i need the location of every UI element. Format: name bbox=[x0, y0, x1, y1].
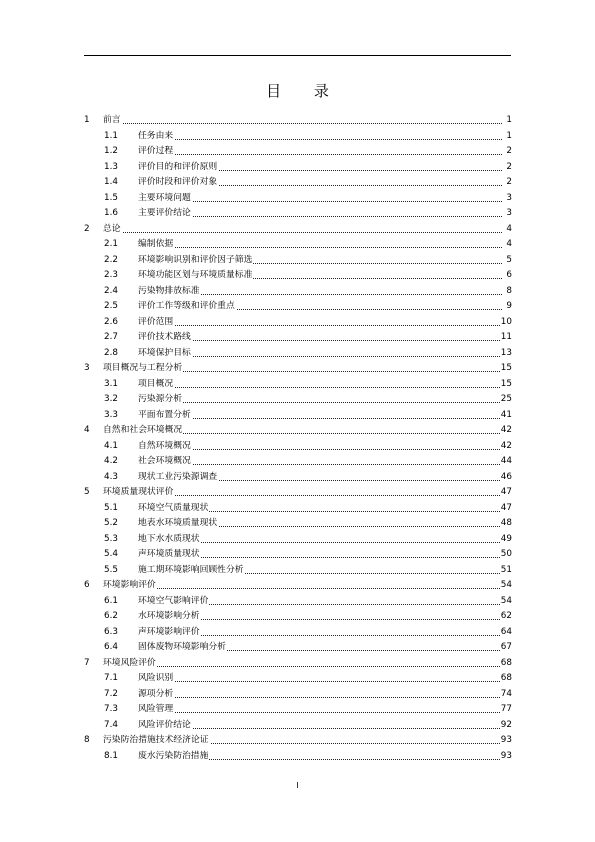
toc-dot-leader bbox=[138, 681, 502, 682]
toc-entry-page: 68 bbox=[500, 656, 512, 672]
toc-entry[interactable] bbox=[84, 160, 512, 176]
toc-entry-number: 1.5 bbox=[104, 192, 118, 203]
toc-entry-number: 6.2 bbox=[104, 611, 118, 621]
toc-entry-page: 1 bbox=[505, 113, 512, 129]
toc-entry-number: 4.3 bbox=[104, 471, 118, 482]
toc-entry-number: 3 bbox=[84, 363, 90, 373]
toc-entry[interactable] bbox=[84, 532, 512, 548]
toc-entry[interactable] bbox=[84, 315, 512, 331]
toc-entry[interactable] bbox=[84, 377, 512, 393]
toc-entry-page: 8 bbox=[505, 284, 512, 300]
toc-entry-page: 11 bbox=[500, 330, 512, 346]
toc-entry-title: 主要评价结论 bbox=[138, 206, 192, 222]
toc-entry-number: 7 bbox=[84, 657, 90, 668]
toc-entry[interactable] bbox=[84, 346, 512, 362]
toc-entry-number: 1.4 bbox=[104, 177, 118, 187]
toc-entry-page: 50 bbox=[500, 547, 512, 563]
toc-entry[interactable] bbox=[84, 175, 512, 191]
page-number: I bbox=[296, 781, 299, 790]
toc-entry[interactable] bbox=[84, 485, 512, 501]
toc-entry[interactable] bbox=[84, 702, 512, 718]
toc-entry-page: 47 bbox=[500, 501, 512, 517]
toc-entry-title: 环境影响识别和评价因子筛选 bbox=[138, 253, 253, 269]
toc-entry[interactable] bbox=[84, 439, 512, 455]
toc-dot-leader bbox=[103, 666, 502, 667]
toc-entry-number: 8.1 bbox=[104, 750, 118, 761]
toc-entry[interactable] bbox=[84, 113, 512, 129]
toc-entry-title: 风险评价结论 bbox=[138, 718, 192, 734]
toc-entry-title: 环境质量现状评价 bbox=[103, 485, 174, 501]
toc-entry[interactable] bbox=[84, 361, 512, 377]
toc-entry-title: 自然环境概况 bbox=[138, 439, 192, 455]
toc-entry-number: 5.1 bbox=[104, 502, 118, 513]
toc-entry-number: 5 bbox=[84, 487, 90, 497]
toc-entry-title: 水环境影响分析 bbox=[138, 609, 201, 625]
toc-entry[interactable] bbox=[84, 733, 512, 749]
toc-entry-number: 5.2 bbox=[104, 518, 118, 528]
toc-entry[interactable] bbox=[84, 408, 512, 424]
toc-entry-title: 评价工作等级和评价重点 bbox=[138, 299, 236, 315]
toc-entry[interactable] bbox=[84, 501, 512, 517]
toc-dot-leader bbox=[138, 387, 502, 388]
table-of-contents bbox=[84, 113, 512, 764]
toc-entry-title: 现状工业污染源调查 bbox=[138, 470, 218, 486]
toc-entry-page: 49 bbox=[500, 532, 512, 548]
toc-entry-number: 4.2 bbox=[104, 456, 118, 466]
toc-entry-page: 42 bbox=[500, 423, 512, 439]
toc-entry-page: 2 bbox=[505, 144, 512, 160]
header-rule bbox=[84, 55, 511, 56]
toc-entry-number: 2.7 bbox=[104, 332, 118, 342]
toc-entry-title: 污染防治措施技术经济论证 bbox=[103, 733, 210, 749]
toc-entry-number: 5.3 bbox=[104, 533, 118, 544]
toc-entry-number: 6.1 bbox=[104, 595, 118, 606]
toc-entry-page: 15 bbox=[500, 377, 512, 393]
toc-entry-title: 项目概况 bbox=[138, 377, 174, 393]
toc-entry-title: 平面布置分析 bbox=[138, 408, 192, 424]
toc-dot-leader bbox=[138, 325, 502, 326]
toc-entry-page: 64 bbox=[500, 625, 512, 641]
toc-entry-title: 前言 bbox=[103, 113, 122, 129]
toc-entry-page: 2 bbox=[505, 160, 512, 176]
toc-entry-page: 13 bbox=[500, 346, 512, 362]
toc-entry-page: 42 bbox=[500, 439, 512, 455]
toc-dot-leader bbox=[138, 201, 502, 202]
toc-entry[interactable] bbox=[84, 454, 512, 470]
toc-entry[interactable] bbox=[84, 237, 512, 253]
toc-entry-number: 5.4 bbox=[104, 549, 118, 559]
toc-entry[interactable] bbox=[84, 392, 512, 408]
toc-entry-title: 评价范围 bbox=[138, 315, 174, 331]
toc-entry-number: 6.4 bbox=[104, 642, 118, 652]
toc-entry-number: 2.4 bbox=[104, 285, 118, 296]
toc-entry[interactable] bbox=[84, 330, 512, 346]
toc-entry-page: 67 bbox=[500, 640, 512, 656]
toc-entry-number: 3.1 bbox=[104, 378, 118, 389]
toc-entry[interactable] bbox=[84, 547, 512, 563]
toc-entry-page: 92 bbox=[500, 718, 512, 734]
toc-entry-number: 2.5 bbox=[104, 301, 118, 311]
toc-dot-leader bbox=[138, 402, 502, 403]
toc-entry-title: 社会环境概况 bbox=[138, 454, 192, 470]
toc-dot-leader bbox=[138, 464, 502, 465]
toc-entry[interactable] bbox=[84, 144, 512, 160]
toc-entry[interactable] bbox=[84, 656, 512, 672]
toc-entry-title: 评价技术路线 bbox=[138, 330, 192, 346]
toc-entry-number: 1.3 bbox=[104, 161, 118, 172]
toc-entry-number: 5.5 bbox=[104, 564, 118, 575]
toc-entry-page: 3 bbox=[505, 191, 512, 207]
toc-entry[interactable] bbox=[84, 749, 512, 765]
toc-entry[interactable] bbox=[84, 640, 512, 656]
toc-entry-title: 源项分析 bbox=[138, 687, 174, 703]
toc-entry-number: 7.4 bbox=[104, 719, 118, 730]
toc-dot-leader bbox=[138, 418, 502, 419]
toc-entry-title: 自然和社会环境概况 bbox=[103, 423, 183, 439]
toc-entry-number: 4 bbox=[84, 425, 90, 435]
toc-entry-page: 10 bbox=[500, 315, 512, 331]
toc-entry-title: 环境保护目标 bbox=[138, 346, 192, 362]
toc-entry-page: 4 bbox=[505, 237, 512, 253]
toc-entry-number: 1.1 bbox=[104, 130, 118, 141]
toc-entry[interactable] bbox=[84, 718, 512, 734]
toc-entry-page: 51 bbox=[500, 563, 512, 579]
toc-entry-title: 环境空气影响评价 bbox=[138, 594, 209, 610]
toc-entry-title: 污染源分析 bbox=[138, 392, 183, 408]
toc-entry-title: 声环境质量现状 bbox=[138, 547, 201, 563]
toc-entry-title: 评价时段和评价对象 bbox=[138, 175, 218, 191]
toc-entry-number: 6 bbox=[84, 580, 90, 590]
toc-entry-title: 污染物排放标准 bbox=[138, 284, 201, 300]
toc-entry-page: 46 bbox=[500, 470, 512, 486]
toc-entry-page: 4 bbox=[505, 222, 512, 238]
toc-entry-number: 2.3 bbox=[104, 270, 118, 280]
toc-dot-leader bbox=[138, 247, 502, 248]
toc-dot-leader bbox=[103, 588, 502, 589]
toc-entry-page: 44 bbox=[500, 454, 512, 470]
toc-entry-number: 3.2 bbox=[104, 394, 118, 404]
toc-entry-number: 3.3 bbox=[104, 409, 118, 420]
toc-dot-leader bbox=[138, 356, 502, 357]
toc-dot-leader bbox=[138, 712, 502, 713]
toc-entry-number: 1.6 bbox=[104, 208, 118, 218]
toc-dot-leader bbox=[138, 139, 502, 140]
toc-dot-leader bbox=[138, 154, 502, 155]
toc-entry-page: 54 bbox=[500, 578, 512, 594]
toc-entry-page: 68 bbox=[500, 671, 512, 687]
toc-entry[interactable] bbox=[84, 222, 512, 238]
toc-entry[interactable] bbox=[84, 578, 512, 594]
toc-entry-page: 74 bbox=[500, 687, 512, 703]
toc-entry-page: 5 bbox=[505, 253, 512, 269]
toc-dot-leader bbox=[138, 728, 502, 729]
toc-entry-page: 48 bbox=[500, 516, 512, 532]
toc-entry-title: 声环境影响评价 bbox=[138, 625, 201, 641]
toc-entry-title: 评价目的和评价原则 bbox=[138, 160, 218, 176]
toc-entry-page: 77 bbox=[500, 702, 512, 718]
toc-entry-title: 评价过程 bbox=[138, 144, 174, 160]
toc-entry[interactable] bbox=[84, 299, 512, 315]
toc-entry-title: 废水污染防治措施 bbox=[138, 749, 209, 765]
toc-entry-title: 环境空气质量现状 bbox=[138, 501, 209, 517]
toc-entry[interactable] bbox=[84, 253, 512, 269]
toc-entry-page: 54 bbox=[500, 594, 512, 610]
toc-entry-page: 2 bbox=[505, 175, 512, 191]
toc-entry[interactable] bbox=[84, 687, 512, 703]
toc-entry-number: 8 bbox=[84, 735, 90, 745]
toc-dot-leader bbox=[138, 449, 502, 450]
page-title: 目 录 bbox=[266, 82, 343, 100]
toc-dot-leader bbox=[138, 216, 502, 217]
toc-entry-title: 任务由来 bbox=[138, 129, 174, 145]
toc-entry[interactable] bbox=[84, 609, 512, 625]
toc-dot-leader bbox=[138, 697, 502, 698]
toc-entry[interactable] bbox=[84, 206, 512, 222]
toc-entry-number: 2.2 bbox=[104, 254, 118, 265]
toc-entry-title: 固体废物环境影响分析 bbox=[138, 640, 227, 656]
toc-entry-number: 2 bbox=[84, 223, 90, 234]
toc-entry-title: 环境风险评价 bbox=[103, 656, 157, 672]
toc-entry-number: 2.8 bbox=[104, 347, 118, 358]
toc-entry-page: 3 bbox=[505, 206, 512, 222]
toc-entry-title: 编制依据 bbox=[138, 237, 174, 253]
toc-entry-page: 62 bbox=[500, 609, 512, 625]
toc-entry-title: 环境功能区划与环境质量标准 bbox=[138, 268, 253, 284]
toc-entry-number: 2.6 bbox=[104, 316, 118, 327]
toc-entry-title: 地下水水质现状 bbox=[138, 532, 201, 548]
toc-entry-title: 主要环境问题 bbox=[138, 191, 192, 207]
toc-entry[interactable] bbox=[84, 423, 512, 439]
toc-entry-title: 施工期环境影响回顾性分析 bbox=[138, 563, 245, 579]
toc-entry-page: 93 bbox=[500, 749, 512, 765]
toc-entry-page: 6 bbox=[505, 268, 512, 284]
toc-entry-number: 2.1 bbox=[104, 239, 118, 249]
toc-entry-page: 47 bbox=[500, 485, 512, 501]
toc-dot-leader bbox=[138, 340, 502, 341]
toc-dot-leader bbox=[103, 232, 502, 233]
toc-entry[interactable] bbox=[84, 563, 512, 579]
toc-entry-number: 4.1 bbox=[104, 440, 118, 451]
toc-entry-page: 9 bbox=[505, 299, 512, 315]
toc-entry[interactable] bbox=[84, 516, 512, 532]
toc-entry[interactable] bbox=[84, 284, 512, 300]
toc-entry-page: 25 bbox=[500, 392, 512, 408]
toc-entry-title: 总论 bbox=[103, 222, 122, 238]
toc-entry-page: 1 bbox=[505, 129, 512, 145]
toc-entry-number: 6.3 bbox=[104, 626, 118, 637]
toc-entry-page: 93 bbox=[500, 733, 512, 749]
toc-entry-title: 风险识别 bbox=[138, 671, 174, 687]
toc-entry-page: 41 bbox=[500, 408, 512, 424]
toc-entry-title: 项目概况与工程分析 bbox=[103, 361, 183, 377]
toc-entry-number: 7.1 bbox=[104, 673, 118, 683]
toc-entry-number: 1.2 bbox=[104, 146, 118, 156]
toc-entry[interactable] bbox=[84, 129, 512, 145]
toc-entry[interactable] bbox=[84, 671, 512, 687]
toc-entry[interactable] bbox=[84, 470, 512, 486]
toc-entry-title: 环境影响评价 bbox=[103, 578, 157, 594]
toc-entry-title: 地表水环境质量现状 bbox=[138, 516, 218, 532]
toc-entry-number: 1 bbox=[84, 115, 90, 125]
toc-entry-number: 7.3 bbox=[104, 704, 118, 714]
toc-entry[interactable] bbox=[84, 625, 512, 641]
toc-dot-leader bbox=[103, 123, 502, 124]
toc-entry[interactable] bbox=[84, 268, 512, 284]
toc-entry[interactable] bbox=[84, 594, 512, 610]
toc-entry-title: 风险管理 bbox=[138, 702, 174, 718]
toc-entry-page: 15 bbox=[500, 361, 512, 377]
toc-entry-number: 7.2 bbox=[104, 688, 118, 699]
toc-entry[interactable] bbox=[84, 191, 512, 207]
